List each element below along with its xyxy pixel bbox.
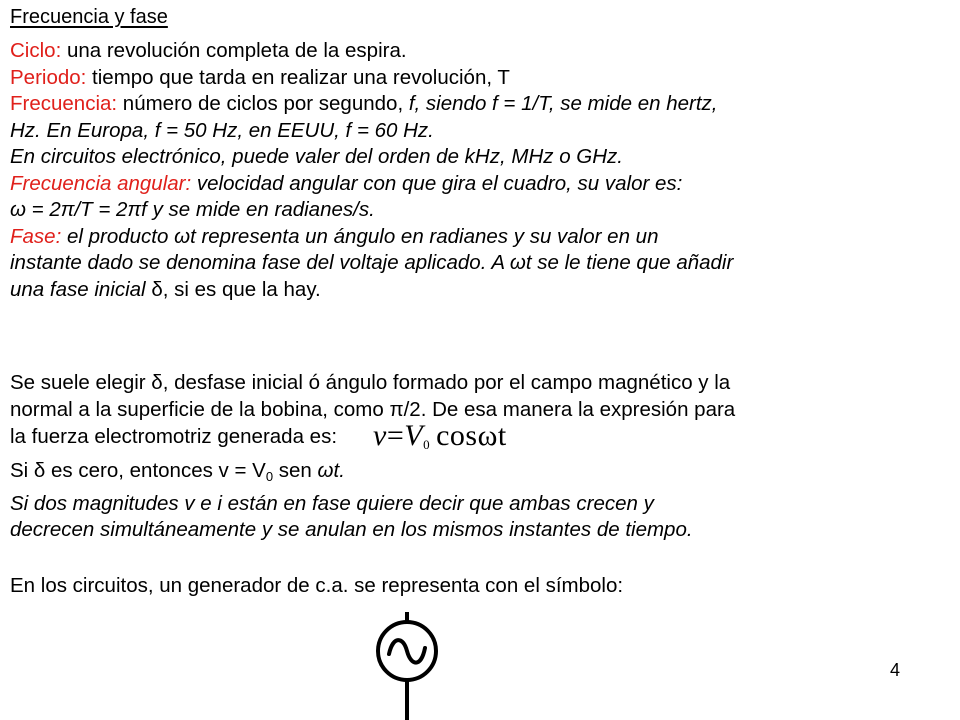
angular-definition xyxy=(10,171,733,198)
periodo-definition xyxy=(10,65,733,92)
desfase-line-3 xyxy=(10,419,735,458)
desfase-line-6: decrecen simultáneamente y se anulan en los mismos instantes de tiempo. xyxy=(10,518,693,541)
angular-text: velocidad angular con que gira el cuadro, su valor es: xyxy=(191,171,683,195)
page-title: Frecuencia y fase xyxy=(10,6,168,28)
ciclo-label: Ciclo: xyxy=(10,39,62,62)
ciclo-text: una revolución completa de la espira. xyxy=(61,39,407,62)
frecuencia-label: Frecuencia: xyxy=(10,92,118,115)
desfase-line-1: Se suele elegir δ, desfase inicial ó ángulo formado por el campo magnético y la xyxy=(10,371,731,394)
fase-definition xyxy=(10,224,733,251)
formula-amplitude: V xyxy=(404,419,424,452)
ciclo-definition xyxy=(10,38,733,65)
ac-generator-symbol-icon xyxy=(372,612,442,720)
emf-formula xyxy=(373,419,507,458)
v0-subscript: 0 xyxy=(265,469,274,484)
frecuencia-text: número de ciclos por segundo, xyxy=(117,92,409,115)
definitions-block xyxy=(10,38,733,303)
frecuencia-formula: f, siendo f = 1/T, se mide en hertz, xyxy=(408,92,718,115)
angular-label: Frecuencia angular: xyxy=(10,171,192,195)
sen-text: sen xyxy=(273,459,318,482)
formula-v: v xyxy=(373,419,387,452)
periodo-label: Periodo: xyxy=(10,65,87,89)
fase-line-2: instante dado se denomina fase del voltaje aplicado. A ωt se le tiene que añadir xyxy=(10,251,734,274)
desfase-block xyxy=(10,370,735,544)
fase-line-3-delta: δ, si es que la hay. xyxy=(151,277,321,301)
frecuencia-circuits-line: En circuitos electrónico, puede valer del orden de kHz, MHz o GHz. xyxy=(10,145,623,168)
formula-equals: = xyxy=(386,419,405,452)
desfase-line-2: normal a la superficie de la bobina, como π/2. De esa manera la expresión para xyxy=(10,397,736,421)
periodo-text: tiempo que tarda en realizar una revolución, T xyxy=(86,65,510,89)
si-delta-text: Si δ es cero, entonces v = V xyxy=(10,459,266,482)
frecuencia-definition xyxy=(10,91,733,118)
fase-label: Fase: xyxy=(10,224,62,248)
fase-line-3-italic: una fase inicial xyxy=(10,277,152,301)
fase-line-3 xyxy=(10,277,733,304)
generador-block xyxy=(10,573,623,600)
angular-formula-line: ω = 2π/T = 2πf y se mide en radianes/s. xyxy=(10,198,375,221)
omega-t-text: ωt. xyxy=(317,459,345,482)
desfase-line-5: Si dos magnitudes v e i están en fase quiere decir que ambas crecen y xyxy=(10,491,654,515)
fem-text: la fuerza electromotriz generada es: xyxy=(10,425,338,448)
formula-cos: cosωt xyxy=(436,419,507,452)
formula-subscript: 0 xyxy=(423,437,431,452)
sine-wave-icon xyxy=(389,640,425,663)
frecuencia-hz-line: Hz. En Europa, f = 50 Hz, en EEUU, f = 60 Hz. xyxy=(10,118,434,142)
page-number: 4 xyxy=(890,660,901,680)
fase-text: el producto ωt representa un ángulo en radianes y su valor en un xyxy=(61,224,659,248)
desfase-line-4 xyxy=(10,458,735,491)
generador-text: En los circuitos, un generador de c.a. se representa con el símbolo: xyxy=(10,574,624,597)
